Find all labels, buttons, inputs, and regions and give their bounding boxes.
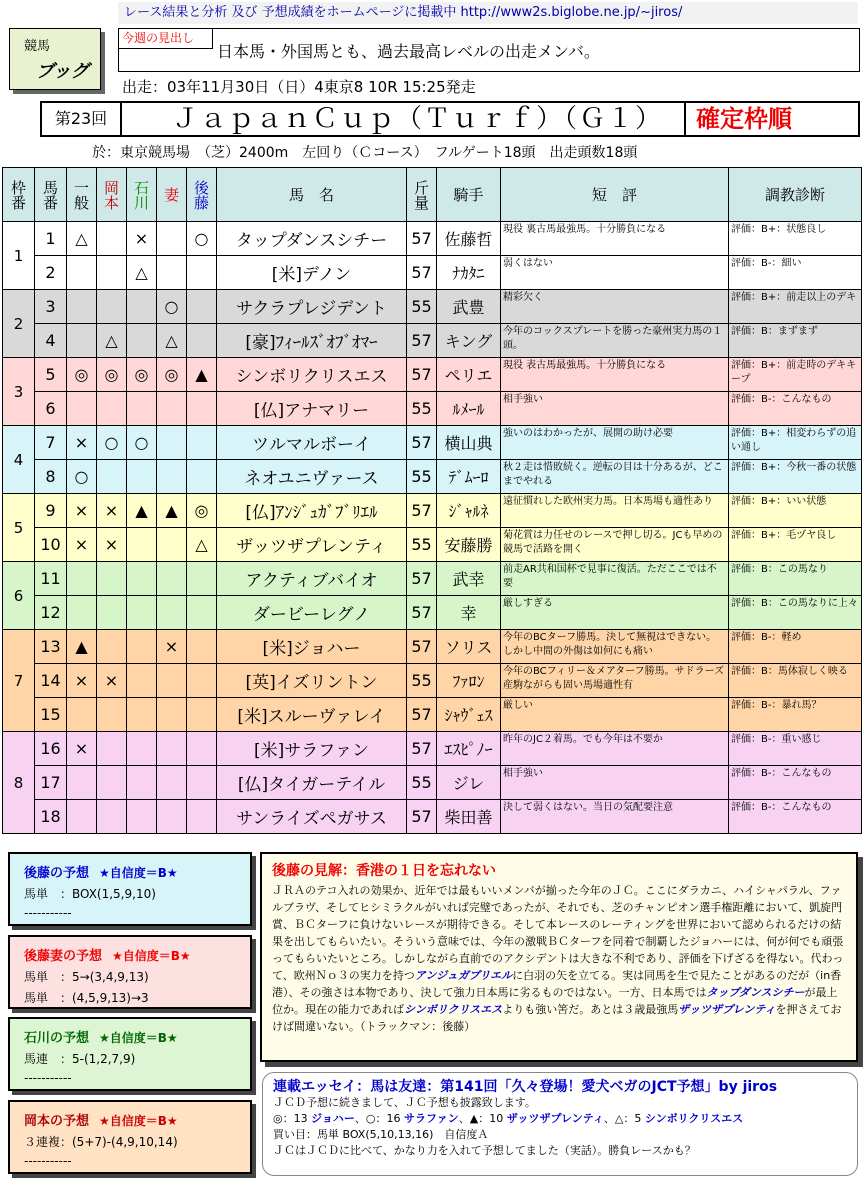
tsuma-bet-1: 馬単 ：5→(3,4,9,13) xyxy=(24,970,149,984)
short-comment: 現役 表古馬最強馬。十分勝負になる xyxy=(501,358,729,392)
mark-okamoto: × xyxy=(97,664,127,698)
goto-analysis-box xyxy=(260,852,858,1062)
short-comment: 昨年のJC２着馬。でも今年は不要か xyxy=(501,732,729,766)
table-row xyxy=(3,392,862,426)
jockey-name: 武幸 xyxy=(437,562,501,596)
header-comment: 短 評 xyxy=(501,168,729,222)
mark-tsuma xyxy=(157,426,187,460)
waku-cell: 8 xyxy=(3,732,35,834)
mark-tsuma xyxy=(157,664,187,698)
mark-okamoto xyxy=(97,630,127,664)
mark-tsuma xyxy=(157,392,187,426)
mark-ishikawa xyxy=(127,630,157,664)
horse-name[interactable]: ツルマルボーイ xyxy=(217,426,407,460)
table-row xyxy=(3,528,862,562)
short-comment: 相手強い xyxy=(501,766,729,800)
horse-number: 14 xyxy=(35,664,67,698)
goto-analysis-body xyxy=(272,882,846,1035)
essay-mark-1: ◎：13 xyxy=(273,1112,312,1125)
mark-ippan: × xyxy=(67,732,97,766)
header-kin: 斤量 xyxy=(407,168,437,222)
horse-number: 12 xyxy=(35,596,67,630)
mark-ishikawa: △ xyxy=(127,256,157,290)
mark-ippan xyxy=(67,290,97,324)
jockey-name: ﾌｧﾛﾝ xyxy=(437,664,501,698)
waku-cell: 5 xyxy=(3,494,35,562)
mark-okamoto xyxy=(97,392,127,426)
short-comment: 決して弱くはない。当日の気配要注意 xyxy=(501,800,729,834)
training-evaluation: 評価：B-：こんなもの xyxy=(729,766,862,800)
weight: 57 xyxy=(407,324,437,358)
mark-goto: ▲ xyxy=(187,358,217,392)
waku-cell: 7 xyxy=(3,630,35,732)
jockey-name: 幸 xyxy=(437,596,501,630)
training-evaluation: 評価：B-：こんなもの xyxy=(729,392,862,426)
header-chokyo: 調教診断 xyxy=(729,168,862,222)
okamoto-bet-2: ----------- xyxy=(24,1154,72,1168)
jockey-name: 横山典 xyxy=(437,426,501,460)
table-row xyxy=(3,596,862,630)
analysis-horse-1[interactable]: アンジュガブリエル xyxy=(414,969,513,982)
essay-mark-3: 、▲：10 xyxy=(458,1112,507,1125)
header-waku: 枠番 xyxy=(3,168,35,222)
tsuma-prediction-box xyxy=(8,935,252,1009)
training-evaluation: 評価：B+：状態良し xyxy=(729,222,862,256)
mark-goto xyxy=(187,324,217,358)
table-row xyxy=(3,222,862,256)
tsuma-bet-2: 馬単 ：(4,5,9,13)→3 xyxy=(24,991,149,1005)
goto-prediction-box xyxy=(8,852,252,926)
mark-okamoto xyxy=(97,800,127,834)
mark-okamoto: △ xyxy=(97,324,127,358)
horse-number: 3 xyxy=(35,290,67,324)
short-comment: 強いのはわかったが、展開の助け必要 xyxy=(501,426,729,460)
race-title-bar xyxy=(40,101,860,137)
goto-confidence: ★自信度＝B★ xyxy=(99,866,178,880)
mark-tsuma xyxy=(157,732,187,766)
training-evaluation: 評価：B-：重い感じ xyxy=(729,732,862,766)
table-header-row xyxy=(3,168,862,222)
mark-ishikawa xyxy=(127,800,157,834)
short-comment: 前走AR共和国杯で見事に復活。ただここでは不要 xyxy=(501,562,729,596)
mark-ishikawa xyxy=(127,460,157,494)
essay-mark-4: 、△：5 xyxy=(603,1112,645,1125)
horse-name[interactable]: [米]ジョハー xyxy=(217,630,407,664)
essay-horse-1: ジョハー xyxy=(311,1112,355,1125)
horse-name[interactable]: ザッツザプレンティ xyxy=(217,528,407,562)
goto-prediction-title: 後藤の予想 xyxy=(24,866,90,881)
mark-okamoto xyxy=(97,732,127,766)
tsuma-prediction-title: 後藤妻の予想 xyxy=(24,949,103,964)
mark-tsuma xyxy=(157,596,187,630)
mark-tsuma: ○ xyxy=(157,290,187,324)
jockey-name: 安藤勝 xyxy=(437,528,501,562)
jockey-name: ﾙﾒｰﾙ xyxy=(437,392,501,426)
mark-goto: ◎ xyxy=(187,494,217,528)
analysis-text-5: を押さえておけば間違いない。（トラックマン：後藤） xyxy=(272,1003,842,1033)
horse-name[interactable]: [豪]ﾌｨｰﾙｽﾞｵﾌﾞｵﾏｰ xyxy=(217,324,407,358)
ishikawa-prediction-title: 石川の予想 xyxy=(24,1031,90,1046)
analysis-horse-2[interactable]: タップダンスシチー xyxy=(706,986,805,999)
mark-goto xyxy=(187,392,217,426)
horse-name[interactable]: [仏]アナマリー xyxy=(217,392,407,426)
mark-ippan: × xyxy=(67,664,97,698)
essay-heading[interactable]: 連載エッセイ：馬は友達：第141回「久々登場！愛犬ベガのJCT予想」by jiros xyxy=(273,1079,778,1095)
short-comment: 秋２走は惜敗続く。逆転の目は十分あるが、どこまでやれる xyxy=(501,460,729,494)
mark-okamoto: ◎ xyxy=(97,358,127,392)
mark-tsuma xyxy=(157,528,187,562)
header-ishikawa: 石川 xyxy=(127,168,157,222)
goto-bet-2: ----------- xyxy=(24,906,72,920)
horse-name[interactable]: ダービーレグノ xyxy=(217,596,407,630)
mark-goto xyxy=(187,562,217,596)
table-row xyxy=(3,256,862,290)
horse-number: 9 xyxy=(35,494,67,528)
header-uma: 馬番 xyxy=(35,168,67,222)
table-row xyxy=(3,766,862,800)
short-comment: 弱くはない xyxy=(501,256,729,290)
weight: 57 xyxy=(407,222,437,256)
table-row xyxy=(3,562,862,596)
headline-label: 今週の見出し xyxy=(119,29,213,49)
horse-number: 10 xyxy=(35,528,67,562)
race-name: ＪａｐａｎＣｕｐ（Ｔｕｒｆ）（Ｇ１） xyxy=(172,104,664,134)
logo-top-text: 競馬 xyxy=(24,39,51,54)
jockey-name: 柴田善 xyxy=(437,800,501,834)
mark-ippan xyxy=(67,800,97,834)
waku-cell: 1 xyxy=(3,222,35,290)
weight: 55 xyxy=(407,766,437,800)
short-comment: 今年のBCターフ勝馬。決して無視はできない。しかし中間の外傷は如何にも痛い xyxy=(501,630,729,664)
jockey-name: ｼﾞｬﾙﾈ xyxy=(437,494,501,528)
mark-ippan xyxy=(67,324,97,358)
horse-number: 18 xyxy=(35,800,67,834)
short-comment: 菊花賞は力任せのレースで押し切る。JCも早めの競馬で活路を開く xyxy=(501,528,729,562)
jockey-name: ペリエ xyxy=(437,358,501,392)
analysis-horse-4[interactable]: ザッツザプレンティ xyxy=(678,1003,776,1016)
mark-okamoto xyxy=(97,290,127,324)
weight: 57 xyxy=(407,494,437,528)
mark-ippan xyxy=(67,596,97,630)
mark-ishikawa xyxy=(127,698,157,732)
horse-name[interactable]: サンライズペガサス xyxy=(217,800,407,834)
table-row xyxy=(3,800,862,834)
mark-ippan xyxy=(67,256,97,290)
horse-number: 1 xyxy=(35,222,67,256)
waku-cell: 4 xyxy=(3,426,35,494)
table-row xyxy=(3,494,862,528)
mark-ippan: × xyxy=(67,528,97,562)
ishikawa-prediction-box xyxy=(8,1017,252,1091)
mark-okamoto: × xyxy=(97,528,127,562)
header-jockey: 騎手 xyxy=(437,168,501,222)
mark-tsuma: ◎ xyxy=(157,358,187,392)
jockey-name: 武豊 xyxy=(437,290,501,324)
essay-box xyxy=(262,1072,858,1176)
table-row xyxy=(3,664,862,698)
horse-number: 5 xyxy=(35,358,67,392)
mark-goto xyxy=(187,698,217,732)
horse-name[interactable]: タップダンスシチー xyxy=(217,222,407,256)
tsuma-confidence: ★自信度＝B★ xyxy=(112,949,191,963)
training-evaluation: 評価：B-：こんなもの xyxy=(729,800,862,834)
waku-cell: 6 xyxy=(3,562,35,630)
analysis-horse-3[interactable]: シンボリクリスエス xyxy=(404,1003,503,1016)
jockey-name: ｴｽﾋﾟﾉｰ xyxy=(437,732,501,766)
weight: 57 xyxy=(407,630,437,664)
entries-table xyxy=(2,167,862,834)
mark-okamoto: ○ xyxy=(97,426,127,460)
mark-ippan: ○ xyxy=(67,460,97,494)
header-ippan: 一般 xyxy=(67,168,97,222)
training-evaluation: 評価：B+：相変わらずの追い通し xyxy=(729,426,862,460)
horse-name[interactable]: [仏]ｱﾝｼﾞｭｶﾞﾌﾞﾘｴﾙ xyxy=(217,494,407,528)
mark-goto xyxy=(187,630,217,664)
okamoto-prediction-box xyxy=(8,1100,252,1174)
horse-number: 15 xyxy=(35,698,67,732)
short-comment: 厳しすぎる xyxy=(501,596,729,630)
weight: 55 xyxy=(407,392,437,426)
horse-name[interactable]: シンボリクリスエス xyxy=(217,358,407,392)
mark-okamoto xyxy=(97,222,127,256)
horse-number: 2 xyxy=(35,256,67,290)
horse-name[interactable]: アクティブバイオ xyxy=(217,562,407,596)
mark-ishikawa xyxy=(127,290,157,324)
analysis-text-3: が最上位か。現在の能力であれば xyxy=(272,986,838,1016)
mark-goto xyxy=(187,290,217,324)
mark-ishikawa xyxy=(127,562,157,596)
table-row xyxy=(3,290,862,324)
horse-name[interactable]: [米]デノン xyxy=(217,256,407,290)
jockey-name: ﾅｶﾀﾆ xyxy=(437,256,501,290)
mark-tsuma xyxy=(157,256,187,290)
mark-ippan: × xyxy=(67,494,97,528)
header-goto: 後藤 xyxy=(187,168,217,222)
ishikawa-bet-1: 馬連 ：5-(1,2,7,9) xyxy=(24,1052,136,1066)
mark-goto xyxy=(187,426,217,460)
mark-tsuma: × xyxy=(157,630,187,664)
mark-goto xyxy=(187,596,217,630)
training-evaluation: 評価：B+：前走以上のデキ xyxy=(729,290,862,324)
analysis-text-2: に白羽の矢を立てる。実は同馬を生で見たことがあるのだが（in香港）、その強さは本物であり、決して強力日本馬に劣るものではない。一方、日本馬では xyxy=(272,969,842,999)
goto-bet-1: 馬単 ：BOX(1,5,9,10) xyxy=(24,887,156,901)
top-banner[interactable]: レース結果と分析 及び 予想成績をホームページに掲載中 http://www2s.biglobe.ne.jp/~jiros/ xyxy=(118,2,858,24)
horse-number: 4 xyxy=(35,324,67,358)
essay-line-4: ＪＣはＪＣＤに比べて、かなり力を入れて予想してました（実話）。勝負レースかも？ xyxy=(273,1144,696,1157)
training-evaluation: 評価：B-：軽め xyxy=(729,630,862,664)
mark-ishikawa: ◎ xyxy=(127,358,157,392)
mark-ippan xyxy=(67,392,97,426)
venue-info: 於：東京競馬場 （芝）2400m 左回り（Ｃコース） フルゲート18頭 出走頭数18頭 xyxy=(92,145,638,161)
essay-horse-2: サラファン xyxy=(403,1112,459,1125)
race-time: 出走：03年11月30日（日）4東京8 10R 15:25発走 xyxy=(122,78,476,96)
mark-ippan: ◎ xyxy=(67,358,97,392)
weight: 57 xyxy=(407,256,437,290)
essay-horse-3: ザッツザプレンティ xyxy=(506,1112,604,1125)
weight: 57 xyxy=(407,698,437,732)
mark-ishikawa: × xyxy=(127,222,157,256)
headline-text: 日本馬・外国馬とも、過去最高レベルの出走メンバ。 xyxy=(217,42,600,61)
mark-tsuma xyxy=(157,562,187,596)
fixed-draw-label: 確定枠順 xyxy=(684,103,858,135)
training-evaluation: 評価：B+：前走時のデキキープ xyxy=(729,358,862,392)
mark-ippan: △ xyxy=(67,222,97,256)
table-row xyxy=(3,698,862,732)
short-comment: 相手強い xyxy=(501,392,729,426)
mark-ishikawa xyxy=(127,392,157,426)
okamoto-confidence: ★自信度＝B★ xyxy=(99,1114,178,1128)
jockey-name: ﾃﾞﾑｰﾛ xyxy=(437,460,501,494)
short-comment: 厳しい xyxy=(501,698,729,732)
table-row xyxy=(3,630,862,664)
mark-okamoto xyxy=(97,698,127,732)
horse-name[interactable]: ネオユニヴァース xyxy=(217,460,407,494)
training-evaluation: 評価：B：まずまず xyxy=(729,324,862,358)
jockey-name: ｼｬｳﾞｪｽ xyxy=(437,698,501,732)
table-row xyxy=(3,732,862,766)
training-evaluation: 評価：B+：いい状態 xyxy=(729,494,862,528)
jockey-name: ソリス xyxy=(437,630,501,664)
mark-goto xyxy=(187,732,217,766)
waku-cell: 2 xyxy=(3,290,35,358)
table-row xyxy=(3,358,862,392)
horse-number: 8 xyxy=(35,460,67,494)
mark-ishikawa xyxy=(127,664,157,698)
waku-cell: 3 xyxy=(3,358,35,426)
training-evaluation: 評価：B：この馬なりに上々 xyxy=(729,596,862,630)
mark-okamoto xyxy=(97,256,127,290)
headline-box xyxy=(118,28,860,72)
training-evaluation: 評価：B：馬体寂しく映る xyxy=(729,664,862,698)
mark-okamoto xyxy=(97,596,127,630)
short-comment: 精彩欠く xyxy=(501,290,729,324)
ishikawa-bet-2: ----------- xyxy=(24,1071,72,1085)
table-row xyxy=(3,426,862,460)
mark-tsuma xyxy=(157,800,187,834)
mark-okamoto: × xyxy=(97,494,127,528)
weight: 57 xyxy=(407,732,437,766)
mark-tsuma: ▲ xyxy=(157,494,187,528)
weight: 57 xyxy=(407,800,437,834)
weight: 55 xyxy=(407,664,437,698)
ishikawa-confidence: ★自信度＝B★ xyxy=(99,1031,178,1045)
mark-ishikawa: ○ xyxy=(127,426,157,460)
horse-number: 17 xyxy=(35,766,67,800)
mark-tsuma xyxy=(157,766,187,800)
mark-ishikawa xyxy=(127,766,157,800)
weight: 55 xyxy=(407,290,437,324)
weight: 55 xyxy=(407,460,437,494)
training-evaluation: 評価：B+：毛ヅヤ良し xyxy=(729,528,862,562)
horse-number: 11 xyxy=(35,562,67,596)
mark-goto xyxy=(187,460,217,494)
header-okamoto: 岡本 xyxy=(97,168,127,222)
horse-name[interactable]: [仏]タイガーテイル xyxy=(217,766,407,800)
mark-tsuma xyxy=(157,460,187,494)
mark-goto xyxy=(187,800,217,834)
site-logo xyxy=(9,28,101,90)
short-comment: 今年のBCフィリー＆メアターフ勝馬。サドラーズ産駒ながらも固い馬場適性有 xyxy=(501,664,729,698)
mark-tsuma xyxy=(157,222,187,256)
mark-ippan xyxy=(67,562,97,596)
mark-tsuma xyxy=(157,698,187,732)
mark-ippan xyxy=(67,698,97,732)
training-evaluation: 評価：B：この馬なり xyxy=(729,562,862,596)
mark-goto xyxy=(187,256,217,290)
horse-number: 16 xyxy=(35,732,67,766)
essay-line-2 xyxy=(273,1111,847,1127)
training-evaluation: 評価：B-：細い xyxy=(729,256,862,290)
mark-okamoto xyxy=(97,562,127,596)
horse-number: 13 xyxy=(35,630,67,664)
jockey-name: 佐藤哲 xyxy=(437,222,501,256)
mark-ishikawa xyxy=(127,324,157,358)
analysis-text-4: よりも強い筈だ。あとは３歳最強馬 xyxy=(502,1003,679,1016)
essay-mark-2: 、○：16 xyxy=(354,1112,404,1125)
horse-number: 7 xyxy=(35,426,67,460)
mark-goto: ○ xyxy=(187,222,217,256)
mark-okamoto xyxy=(97,766,127,800)
mark-ippan xyxy=(67,766,97,800)
mark-tsuma: △ xyxy=(157,324,187,358)
training-evaluation: 評価：B-：暴れ馬？ xyxy=(729,698,862,732)
mark-ippan: × xyxy=(67,426,97,460)
horse-name[interactable]: [米]スルーヴァレイ xyxy=(217,698,407,732)
horse-name[interactable]: [英]イズリントン xyxy=(217,664,407,698)
short-comment: 現役 裏古馬最強馬。十分勝負になる xyxy=(501,222,729,256)
okamoto-prediction-title: 岡本の予想 xyxy=(24,1114,90,1129)
mark-ishikawa xyxy=(127,732,157,766)
okamoto-bet-1: ３連複：(5+7)-(4,9,10,14) xyxy=(24,1135,178,1149)
essay-horse-4: シンボリクリスエス xyxy=(644,1112,744,1125)
header-horse: 馬 名 xyxy=(217,168,407,222)
weight: 57 xyxy=(407,358,437,392)
weight: 55 xyxy=(407,528,437,562)
short-comment: 遠征慣れした欧州実力馬。日本馬場も適性あり xyxy=(501,494,729,528)
weight: 57 xyxy=(407,426,437,460)
table-row xyxy=(3,324,862,358)
weight: 57 xyxy=(407,562,437,596)
training-evaluation: 評価：B+：今秋一番の状態 xyxy=(729,460,862,494)
logo-bottom-text: ブッグ xyxy=(36,61,89,82)
table-row xyxy=(3,460,862,494)
essay-line-3: 買い目：馬単 BOX(5,10,13,16) 自信度Ａ xyxy=(273,1128,489,1141)
essay-line-1: ＪＣＤ予想に続きまして、ＪＣ予想も披露致します。 xyxy=(273,1096,536,1109)
mark-ishikawa: ▲ xyxy=(127,494,157,528)
weight: 57 xyxy=(407,596,437,630)
short-comment: 今年のコックスプレートを勝った豪州実力馬の１頭。 xyxy=(501,324,729,358)
horse-name[interactable]: サクラプレジデント xyxy=(217,290,407,324)
jockey-name: キング xyxy=(437,324,501,358)
analysis-text-1: ＪＲＡのテコ入れの効果か、近年では最もいいメンバが揃った今年のＪＣ。ここにダラカニ、ハイシャパラル、ファルブラヴ、そしてヒシミラクルがいれば完璧であったが、それでも、芝のチャンピオン選手権距離において、凱旋門賞、ＢＣターフに負けないレースが期待できる。そして本レースのレーティングを世界において認められるだけの結果を出してもらいたい。そういう意味では、今年の激戦ＢＣターフを同着で制覇したジョハーには、何が何でも頑張ってもらいたいところ。しかしながら直前でのアクシデントは大きな不利であり、評価を下げざるを得ない。代わって、欧州Ｎｏ３の実力を持つ xyxy=(272,884,844,982)
race-edition: 第23回 xyxy=(42,103,122,135)
mark-ishikawa xyxy=(127,528,157,562)
horse-name[interactable]: [米]サラファン xyxy=(217,732,407,766)
mark-goto xyxy=(187,766,217,800)
jockey-name: ジレ xyxy=(437,766,501,800)
header-tsuma: 妻 xyxy=(157,168,187,222)
goto-analysis-heading: 後藤の見解：香港の１日を忘れない xyxy=(272,863,496,879)
mark-goto: △ xyxy=(187,528,217,562)
mark-ishikawa xyxy=(127,596,157,630)
mark-okamoto xyxy=(97,460,127,494)
mark-goto xyxy=(187,664,217,698)
mark-ippan: ▲ xyxy=(67,630,97,664)
horse-number: 6 xyxy=(35,392,67,426)
